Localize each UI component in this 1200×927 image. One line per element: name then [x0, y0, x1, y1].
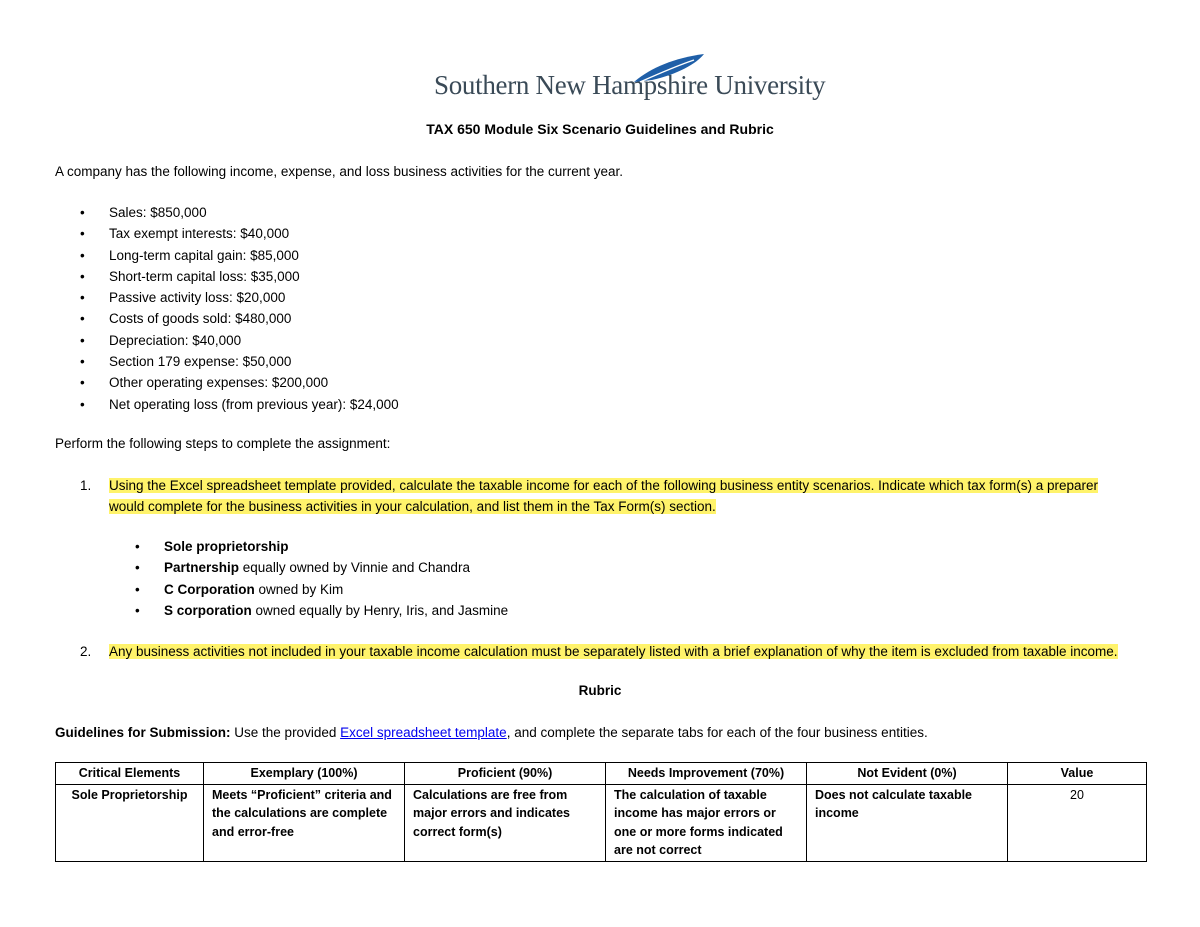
instructions-heading: Perform the following steps to complete the assignment:: [55, 436, 391, 451]
column-header: Needs Improvement (70%): [606, 763, 807, 785]
bullet-icon: •: [80, 226, 85, 242]
logo-text: Southern New Hampshire University: [434, 70, 826, 100]
list-item: • Partnership equally owned by Vinnie and Chandra: [135, 558, 508, 579]
step-text: Any business activities not included in your taxable income calculation must be separately listed with a brief explanation of why the item is excluded from taxable income.: [109, 644, 1118, 659]
university-logo: [434, 52, 826, 104]
column-header: Exemplary (100%): [204, 763, 405, 785]
column-header: Not Evident (0%): [807, 763, 1008, 785]
bullet-icon: •: [80, 375, 85, 391]
column-header: Critical Elements: [56, 763, 204, 785]
list-item: • Depreciation: $40,000: [80, 331, 399, 352]
bullet-icon: •: [80, 290, 85, 306]
intro-text: A company has the following income, expense, and loss business activities for the current year.: [55, 164, 624, 179]
bullet-icon: •: [80, 247, 85, 263]
table-cell: Calculations are free from major errors and indicates correct form(s): [405, 784, 606, 861]
bullet-icon: •: [80, 396, 85, 412]
guidelines-label: Guidelines for Submission:: [55, 725, 231, 740]
bullet-icon: •: [80, 332, 85, 348]
table-cell: Does not calculate taxable income: [807, 784, 1008, 861]
activity-list: [80, 203, 399, 416]
column-header: Value: [1008, 763, 1147, 785]
table-row: [56, 784, 1147, 861]
bullet-icon: •: [80, 205, 85, 220]
feather-icon: [630, 52, 710, 86]
table-cell: Meets “Proficient” criteria and the calculations are complete and error-free: [204, 784, 405, 861]
list-item: • S corporation owned equally by Henry, Iris, and Jasmine: [135, 601, 508, 622]
bullet-icon: •: [135, 560, 140, 576]
list-item: • Costs of goods sold: $480,000: [80, 309, 399, 330]
table-cell: The calculation of taxable income has major errors or one or more forms indicated are not correct: [606, 784, 807, 861]
bullet-icon: •: [80, 354, 85, 370]
excel-template-link[interactable]: Excel spreadsheet template: [340, 725, 507, 740]
list-item: • Sole proprietorship: [135, 537, 508, 558]
column-header: Proficient (90%): [405, 763, 606, 785]
bullet-icon: •: [135, 602, 140, 618]
step-number: 2.: [80, 644, 92, 659]
list-item: • Section 179 expense: $50,000: [80, 352, 399, 373]
list-item: • C Corporation owned by Kim: [135, 580, 508, 601]
bullet-icon: •: [80, 268, 85, 284]
entity-list: [135, 537, 508, 622]
list-item: • Passive activity loss: $20,000: [80, 288, 399, 309]
bullet-icon: •: [80, 311, 85, 327]
table-cell: 20: [1008, 784, 1147, 861]
bullet-icon: •: [135, 539, 140, 554]
page-title: TAX 650 Module Six Scenario Guidelines and Rubric: [426, 121, 774, 137]
step-text: Using the Excel spreadsheet template provided, calculate the taxable income for each of the following business entity scenarios. Indicate which tax form(s) a preparer would complete for the business activities in your calculation, and list them in the Tax Form(s) section.: [109, 478, 1099, 514]
list-item: • Sales: $850,000: [80, 203, 399, 224]
rubric-table: [55, 762, 1147, 862]
list-item: • Short-term capital loss: $35,000: [80, 267, 399, 288]
list-item: • Other operating expenses: $200,000: [80, 373, 399, 394]
list-item: • Tax exempt interests: $40,000: [80, 224, 399, 245]
submission-guidelines: Guidelines for Submission: Use the provided Excel spreadsheet template, and complete the separate tabs for each of the four business entities.: [55, 725, 928, 740]
table-cell: Sole Proprietorship: [56, 784, 204, 861]
step-number: 1.: [80, 478, 92, 493]
list-item: • Net operating loss (from previous year): $24,000: [80, 395, 399, 416]
rubric-heading: Rubric: [578, 683, 622, 698]
bullet-icon: •: [135, 581, 140, 597]
list-item: • Long-term capital gain: $85,000: [80, 246, 399, 267]
table-header-row: [56, 763, 1147, 785]
